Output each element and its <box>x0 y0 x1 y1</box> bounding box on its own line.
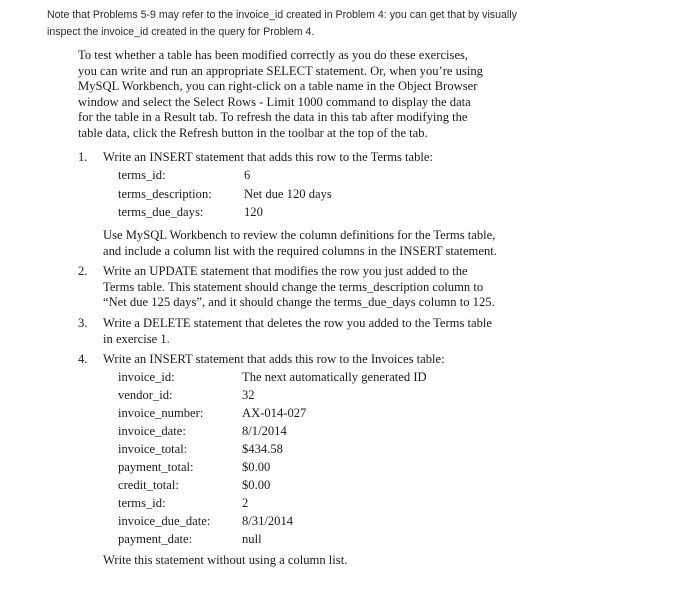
column-value: 32 <box>242 388 255 402</box>
column-name: terms_due_days: <box>118 205 204 219</box>
intro-paragraph <box>78 48 518 142</box>
column-value: 2 <box>242 496 249 510</box>
intro-line: you can write and run an appropriate SELECT statement. Or, when you’re using <box>78 63 483 78</box>
intro-line: table data, click the Refresh button in the toolbar at the top of the tab. <box>78 125 428 140</box>
exercise-line: Terms table. This statement should change the terms_description column to <box>103 279 484 294</box>
column-name: payment_total: <box>118 460 194 474</box>
exercise-number: 4. <box>78 352 88 366</box>
exercise-line: Write an UPDATE statement that modifies the row you just added to the <box>103 264 468 278</box>
problem-note <box>47 7 647 41</box>
exercise-number: 2. <box>78 264 88 278</box>
note-line: inspect the invoice_id created in the query for Problem 4. <box>47 26 315 38</box>
note-line: Note that Problems 5-9 may refer to the invoice_id created in Problem 4: you can get that by visually <box>47 9 517 21</box>
column-value: $0.00 <box>242 478 271 492</box>
exercise-number: 1. <box>78 150 88 164</box>
exercise-line: Write a DELETE statement that deletes the row you added to the Terms table <box>103 316 493 330</box>
intro-line: MySQL Workbench, you can right-click on a table name in the Object Browser <box>78 79 478 94</box>
exercise-line: Write an INSERT statement that adds this row to the Invoices table: <box>103 352 445 366</box>
exercise-line: and include a column list with the required columns in the INSERT statement. <box>103 243 497 258</box>
exercise-line: Use MySQL Workbench to review the column definitions for the Terms table, <box>103 228 496 242</box>
column-name: invoice_id: <box>118 370 175 384</box>
column-name: invoice_due_date: <box>118 514 211 528</box>
column-name: payment_date: <box>118 532 193 546</box>
exercise-line: in exercise 1. <box>103 331 170 346</box>
column-value: $0.00 <box>242 460 271 474</box>
column-value: The next automatically generated ID <box>242 370 427 384</box>
column-value: 120 <box>244 205 263 219</box>
column-value: null <box>242 532 262 546</box>
intro-line: window and select the Select Rows - Limit 1000 command to display the data <box>78 94 471 109</box>
column-value: 8/1/2014 <box>242 424 287 438</box>
column-name: invoice_date: <box>118 424 186 438</box>
intro-line: for the table in a Result tab. To refresh the data in this tab after modifying the <box>78 110 468 125</box>
exercise-number: 3. <box>78 316 88 330</box>
exercise-line: “Net due 125 days”, and it should change the terms_due_days column to 125. <box>103 295 495 310</box>
column-name: invoice_number: <box>118 406 204 420</box>
column-name: credit_total: <box>118 478 179 492</box>
exercise-line: Write an INSERT statement that adds this row to the Terms table: <box>103 150 434 164</box>
column-name: vendor_id: <box>118 388 173 402</box>
column-name: invoice_total: <box>118 442 188 456</box>
column-value: 6 <box>244 168 251 182</box>
column-value: 8/31/2014 <box>242 514 294 528</box>
column-value: AX-014-027 <box>242 406 307 420</box>
column-value: $434.58 <box>242 442 283 456</box>
column-value: Net due 120 days <box>244 187 332 201</box>
intro-line: To test whether a table has been modified correctly as you do these exercises, <box>78 48 469 62</box>
column-name: terms_description: <box>118 187 212 201</box>
exercise-line: Write this statement without using a column list. <box>103 553 348 567</box>
column-name: terms_id: <box>118 496 166 510</box>
column-name: terms_id: <box>118 168 166 182</box>
